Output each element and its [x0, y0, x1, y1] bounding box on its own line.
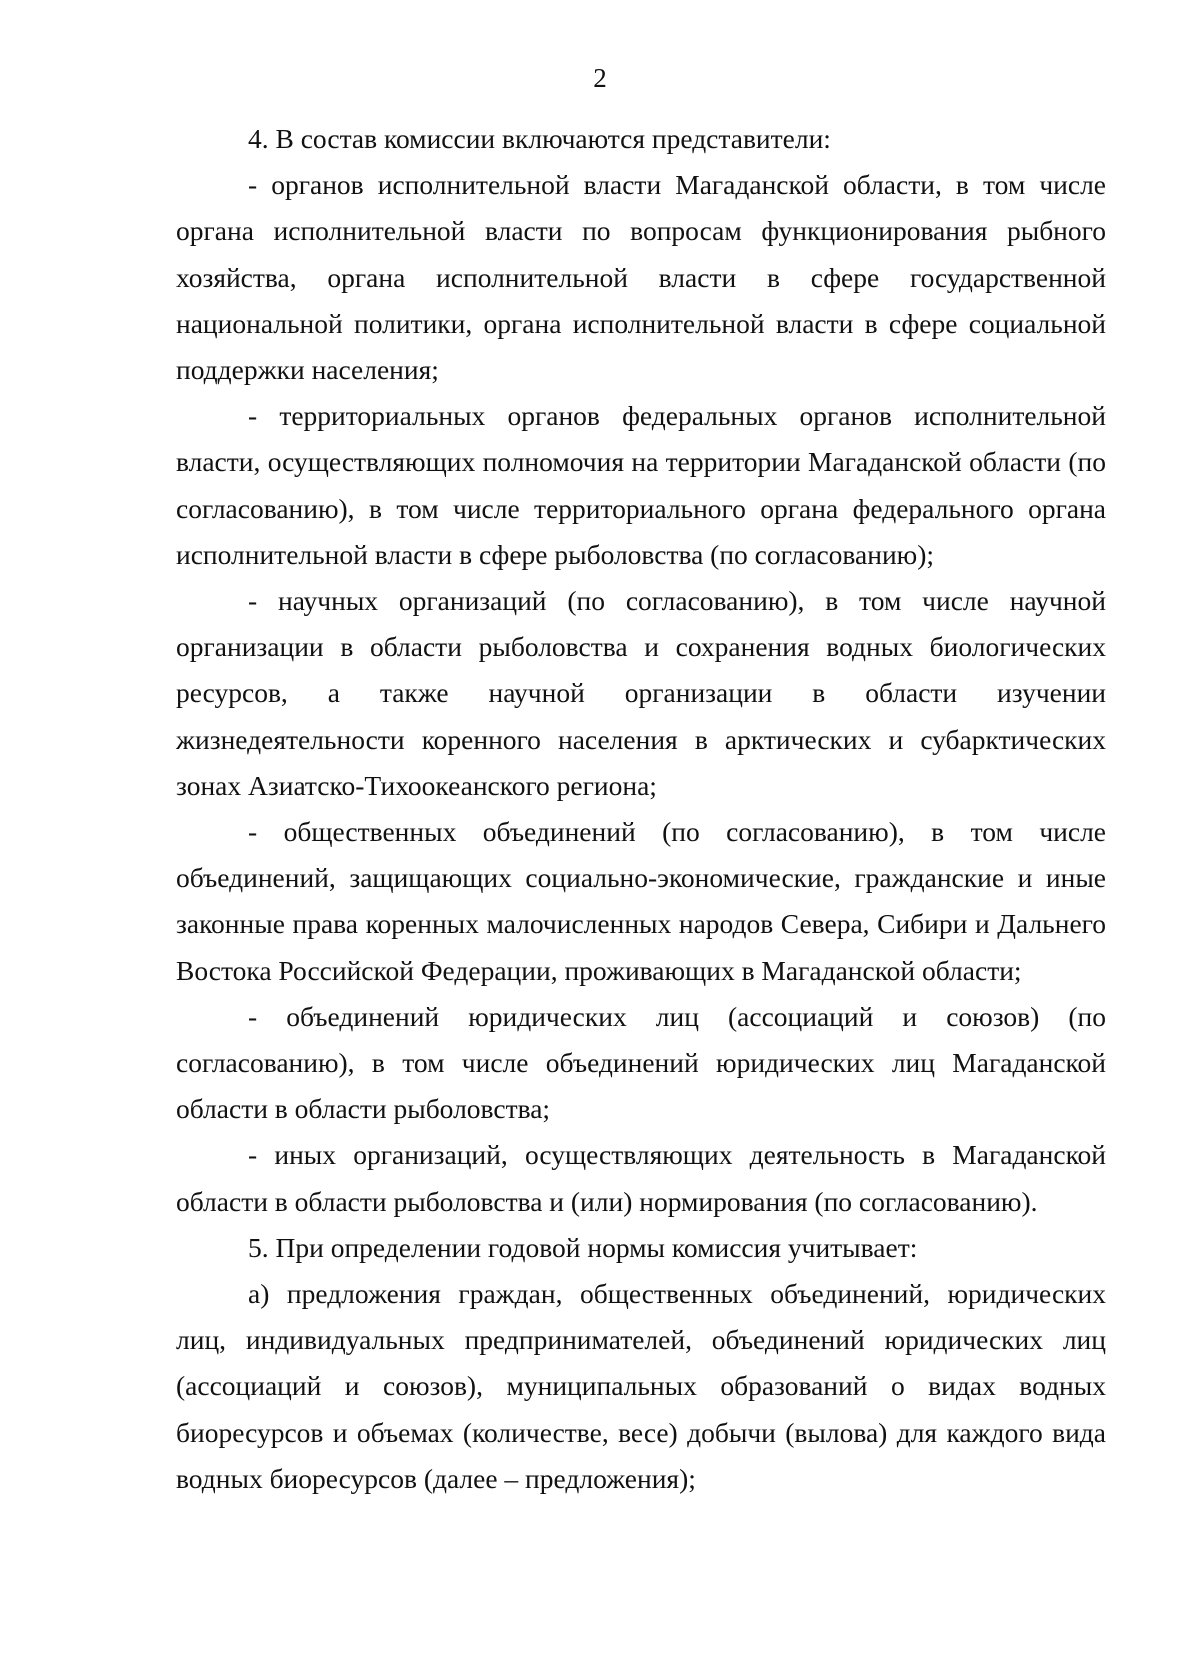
paragraph-proposals: а) предложения граждан, общественных объединений, юридических лиц, индивидуальных предпринимателей, объединений юридических лиц (ассоциаций и союзов), муниципальных образований о видах водных биоресурсов и объемах (количестве, весе) добычи (вылова) для каждого вида водных биоресурсов (далее – предложения);: [176, 1278, 1106, 1494]
paragraph-item-4-heading: 4. В состав комиссии включаются представители:: [248, 123, 831, 154]
page-number: 2: [593, 63, 607, 93]
paragraph-executive-authorities: - органов исполнительной власти Магаданской области, в том числе органа исполнительной власти по вопросам функционирования рыбного хозяйства, органа исполнительной власти в сфере государственной национальной политики, органа исполнительной власти в сфере социальной поддержки населения;: [176, 169, 1106, 386]
paragraph-scientific-organizations: - научных организаций (по согласованию), в том числе научной организации в области рыболовства и сохранения водных биологических ресурсов, а также научной организации в области изучении жизнедеятельности коренного населения в арктических и субарктических зонах Азиатско-Тихоокеанского региона;: [176, 585, 1106, 801]
paragraph-item-5-heading: 5. При определении годовой нормы комиссия учитывает:: [248, 1231, 918, 1263]
paragraph-public-associations: - общественных объединений (по согласованию), в том числе объединений, защищающих социально-экономические, гражданские и иные законные права коренных малочисленных народов Севера, Сибири и Дальнего Востока Российской Федерации, проживающих в Магаданской области;: [176, 816, 1106, 986]
paragraph-other-organizations: - иных организаций, осуществляющих деятельность в Магаданской области в области рыболовства и (или) нормирования (по согласованию).: [176, 1139, 1106, 1217]
paragraph-legal-entity-associations: - объединений юридических лиц (ассоциаций и союзов) (по согласованию), в том числе объединений юридических лиц Магаданской области в области рыболовства;: [176, 1000, 1106, 1125]
document-body: [176, 116, 1106, 1502]
paragraph-territorial-bodies: - территориальных органов федеральных органов исполнительной власти, осуществляющих полномочия на территории Магаданской области (по согласованию), в том числе территориального органа федерального органа исполнительной власти в сфере рыболовства (по согласованию);: [176, 400, 1106, 570]
